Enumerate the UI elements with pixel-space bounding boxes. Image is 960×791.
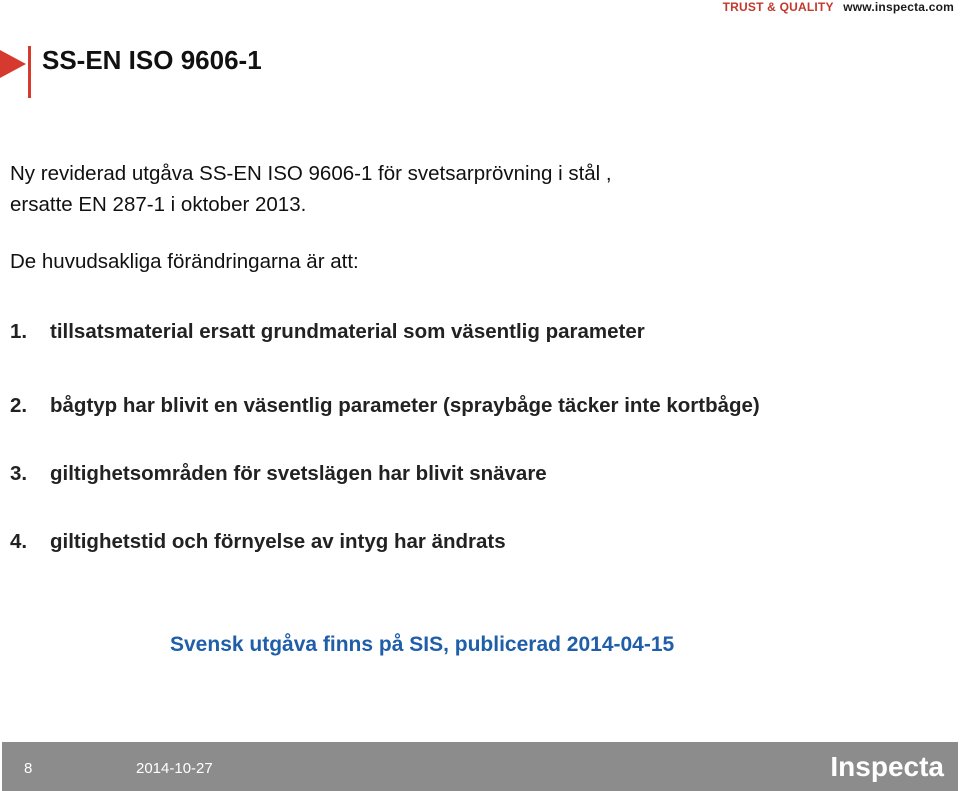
title-accent-bar bbox=[28, 46, 31, 98]
slide-title: SS-EN ISO 9606-1 bbox=[42, 45, 262, 75]
list-item bbox=[10, 530, 506, 554]
inspecta-logo bbox=[826, 748, 946, 784]
footer-bar bbox=[2, 742, 958, 791]
tagline-website: www.inspecta.com bbox=[843, 0, 954, 14]
inspecta-logo-text: Inspecta bbox=[830, 751, 944, 782]
list-item-number: 4. bbox=[10, 530, 28, 553]
list-item bbox=[10, 462, 547, 486]
header-tagline bbox=[723, 0, 954, 14]
list-item-text: tillsatsmaterial ersatt grundmaterial som väsentlig parameter bbox=[50, 320, 645, 343]
list-item-number: 3. bbox=[10, 462, 28, 485]
title-arrow-icon bbox=[0, 50, 26, 78]
intro-line-2: ersatte EN 287-1 i oktober 2013. bbox=[10, 193, 307, 216]
footer-date: 2014-10-27 bbox=[136, 760, 213, 777]
intro-line-1: Ny reviderad utgåva SS-EN ISO 9606-1 för svetsarprövning i stål , bbox=[10, 162, 612, 185]
sis-notice: Svensk utgåva finns på SIS, publicerad 2014-04-15 bbox=[170, 633, 675, 656]
page-number: 8 bbox=[24, 760, 33, 777]
list-item-text: giltighetsområden för svetslägen har blivit snävare bbox=[50, 462, 547, 485]
lead-text: De huvudsakliga förändringarna är att: bbox=[10, 250, 359, 273]
list-item bbox=[10, 394, 760, 418]
tagline-trust-quality: TRUST & QUALITY bbox=[722, 0, 834, 14]
list-item-number: 1. bbox=[10, 320, 28, 343]
list-item-number: 2. bbox=[10, 394, 28, 417]
list-item-text: giltighetstid och förnyelse av intyg har ändrats bbox=[50, 530, 506, 553]
list-item bbox=[10, 320, 645, 344]
list-item-text: bågtyp har blivit en väsentlig parameter (spraybåge täcker inte kortbåge) bbox=[50, 394, 760, 417]
intro-paragraph bbox=[10, 158, 612, 220]
